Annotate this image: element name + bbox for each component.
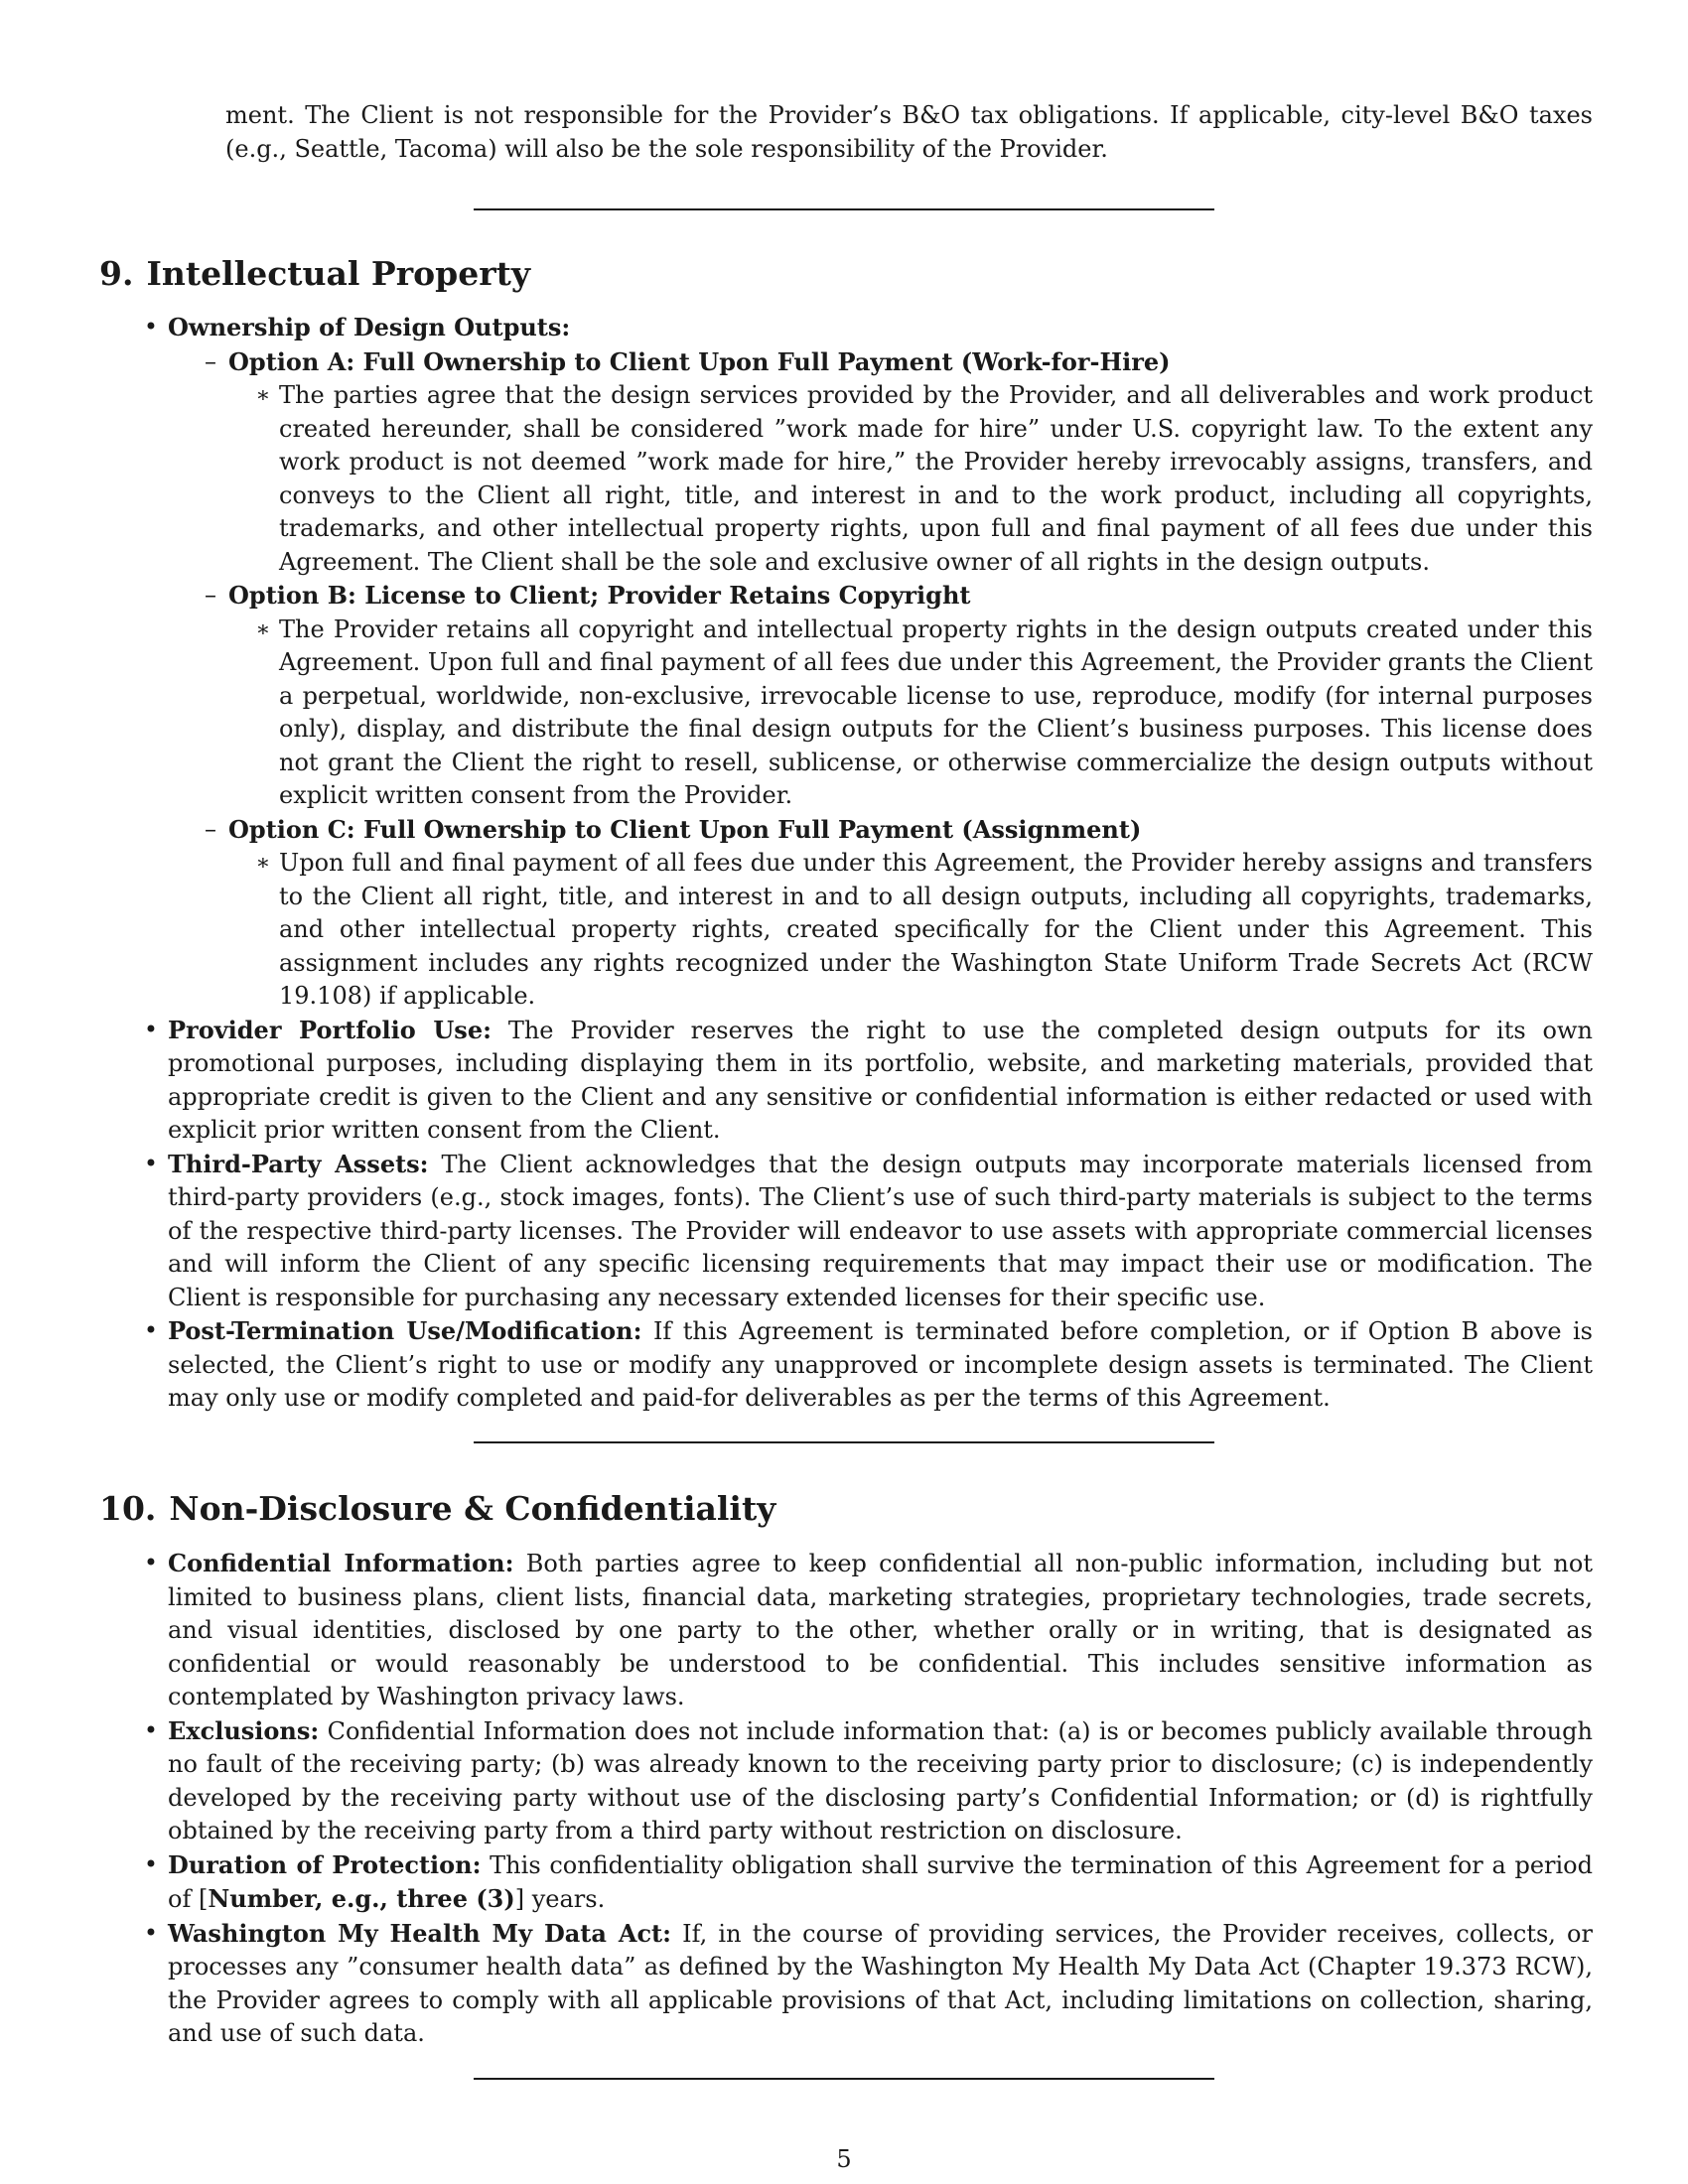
option-b-label: Option B: License to Client; Provider Retains Copyright	[228, 581, 971, 610]
section-number: 10.	[99, 1489, 157, 1528]
section-title: Non-Disclosure & Confidentiality	[169, 1489, 776, 1528]
option-c-label: Option C: Full Ownership to Client Upon Full Payment (Assignment)	[228, 814, 1142, 844]
asterisk-marker: ∗	[255, 616, 271, 642]
bullet-marker: •	[143, 1149, 159, 1177]
list-item-confidential	[143, 1547, 1593, 1714]
option-c-details	[255, 847, 1593, 1014]
item-text: The Provider reserves the right to use the completed design outputs for its own promotional purposes, including displaying them in its portfolio, website, and marketing materials, provided that appropriate credit is given to the Client and any sensitive or confidential information is either redacted or used with explicit prior written consent from the Client.	[168, 1016, 1593, 1144]
item-label: Duration of Protection:	[168, 1849, 482, 1879]
section-heading-10	[99, 1489, 775, 1529]
section-10-body	[143, 1547, 1593, 2051]
duration-placeholder: Number, e.g., three (3)	[208, 1884, 515, 1913]
bullet-marker: •	[143, 1015, 159, 1043]
item-label: Provider Portfolio Use:	[168, 1015, 492, 1044]
option-c	[205, 813, 1593, 1014]
item-text: Both parties agree to keep confidential all non-public information, including but not limited to business plans, client lists, financial data, marketing strategies, proprietary technologies, trade secrets, and visual identities, disclosed by one party to the other, whether orally or in writing, that is designated as confidential or would reasonably be understood to be confidential. This includes sensitive information as contemplated by Washington privacy laws.	[168, 1550, 1593, 1710]
bullet-marker: •	[143, 1849, 159, 1878]
item-text: Confidential Information does not include information that: (a) is or becomes publicly available through no fault of the receiving party; (b) was already known to the receiving party prior to disclosure; (c) is independently developed by the receiving party without use of the disclosing party’s Confidential Information; or (d) is rightfully obtained by the receiving party from a third party without restriction on disclosure.	[168, 1716, 1593, 1844]
dash-marker: –	[205, 814, 216, 843]
section-title: Intellectual Property	[146, 254, 531, 293]
asterisk-marker: ∗	[255, 851, 271, 876]
option-b-details	[255, 614, 1593, 813]
bullet-marker: •	[143, 1715, 159, 1744]
asterisk-marker: ∗	[255, 383, 271, 408]
option-b-text: The Provider retains all copyright and intellectual property rights in the design outputs created under this Agreement. Upon full and final payment of all fees due under this Agreement, the Provider grants the Client a perpetual, worldwide, non-exclusive, irrevocable license to use, reproduce, modify (for internal purposes only), display, and distribute the final design outputs for the Client’s business purposes. This license does not grant the Client the right to resell, sublicense, or otherwise commercialize the design outputs without explicit written consent from the Provider.	[279, 614, 1593, 809]
list-item-ownership	[143, 311, 1593, 1014]
item-text: The Client acknowledges that the design outputs may incorporate materials licensed from third-party providers (e.g., stock images, fonts). The Client’s use of such third-party materials is subject to the terms of the respective third-party licenses. The Provider will endeavor to use assets with appropriate commercial licenses and will inform the Client of any specific licensing requirements that may impact their use or modification. The Client is responsible for purchasing any necessary extended licenses for their specific use.	[168, 1150, 1593, 1311]
bullet-list	[143, 1547, 1593, 2051]
section-number: 9.	[99, 254, 134, 293]
option-a-text: The parties agree that the design services provided by the Provider, and all deliverables and work product created hereunder, shall be considered ”work made for hire” under U.S. copyright law. To the extent any work product is not deemed ”work made for hire,” the Provider hereby irrevocably assigns, transfers, and conveys to the Client all right, title, and interest in and to the work product, including all copyrights, trademarks, and other intellectual property rights, upon full and final payment of all fees due under this Agreement. The Client shall be the sole and exclusive owner of all rights in the design outputs.	[279, 381, 1593, 576]
bullet-list	[143, 311, 1593, 1416]
item-text: ] years.	[514, 1885, 606, 1913]
item-text: If this Agreement is terminated before completion, or if Option B above is selected, the Client’s right to use or modify any unapproved or incomplete design assets is terminated. The Client may only use or modify completed and paid-for deliverables as per the terms of this Agreement.	[168, 1317, 1593, 1412]
option-a-text-item	[255, 379, 1593, 579]
option-c-text: Upon full and final payment of all fees due under this Agreement, the Provider hereby assigns and transfers to the Client all right, title, and interest in and to all design outputs, including all copyrights, trademarks, and other intellectual property rights, created specifically for the Client under this Agreement. This assignment includes any rights recognized under the Washington State Uniform Trade Secrets Act (RCW 19.108) if applicable.	[279, 849, 1593, 1010]
item-label: Third-Party Assets:	[168, 1149, 429, 1178]
dash-marker: –	[205, 346, 216, 375]
item-label: Ownership of Design Outputs:	[168, 313, 571, 341]
dash-marker: –	[205, 581, 216, 609]
option-a-details	[255, 379, 1593, 579]
item-label: Exclusions:	[168, 1715, 320, 1745]
option-a-label: Option A: Full Ownership to Client Upon Full Payment (Work-for-Hire)	[228, 346, 1171, 376]
bullet-marker: •	[143, 1918, 159, 1947]
list-item-post-termination	[143, 1314, 1593, 1416]
item-text: This confidentiality obligation shall survive the termination of this Agreement for a period of [	[168, 1850, 1593, 1913]
continuation-paragraph: ment. The Client is not responsible for the Provider’s B&O tax obligations. If applicable, city-level B&O taxes (e.g., Seattle, Tacoma) will also be the sole responsibility of the Provider.	[225, 101, 1593, 163]
page-number: 5	[836, 2145, 852, 2173]
list-item-portfolio	[143, 1014, 1593, 1148]
option-a	[205, 345, 1593, 580]
bullet-marker: •	[143, 1549, 159, 1576]
option-b	[205, 579, 1593, 813]
section-9-body	[143, 311, 1593, 1416]
bullet-marker: •	[143, 1316, 159, 1344]
section-divider	[474, 2078, 1214, 2080]
option-c-text-item	[255, 847, 1593, 1014]
option-list	[205, 345, 1593, 1014]
section-heading-9	[99, 254, 530, 294]
section-divider	[474, 1441, 1214, 1443]
item-label: Post-Termination Use/Modification:	[168, 1316, 642, 1345]
bullet-marker: •	[143, 313, 159, 341]
item-label: Confidential Information:	[168, 1549, 514, 1577]
list-item-exclusions	[143, 1714, 1593, 1848]
option-b-text-item	[255, 614, 1593, 813]
section-divider	[474, 208, 1214, 210]
list-item-duration	[143, 1848, 1593, 1917]
list-item-third-party	[143, 1148, 1593, 1315]
item-text: If, in the course of providing services, the Provider receives, collects, or processes any ”consumer health data” as defined by the Washington My Health My Data Act (Chapter 19.373 RCW), the Provider agrees to comply with all applicable provisions of that Act, including limitations on collection, sharing, and use of such data.	[168, 1919, 1593, 2047]
item-label: Washington My Health My Data Act:	[168, 1918, 671, 1948]
list-item-my-health-data	[143, 1917, 1593, 2051]
